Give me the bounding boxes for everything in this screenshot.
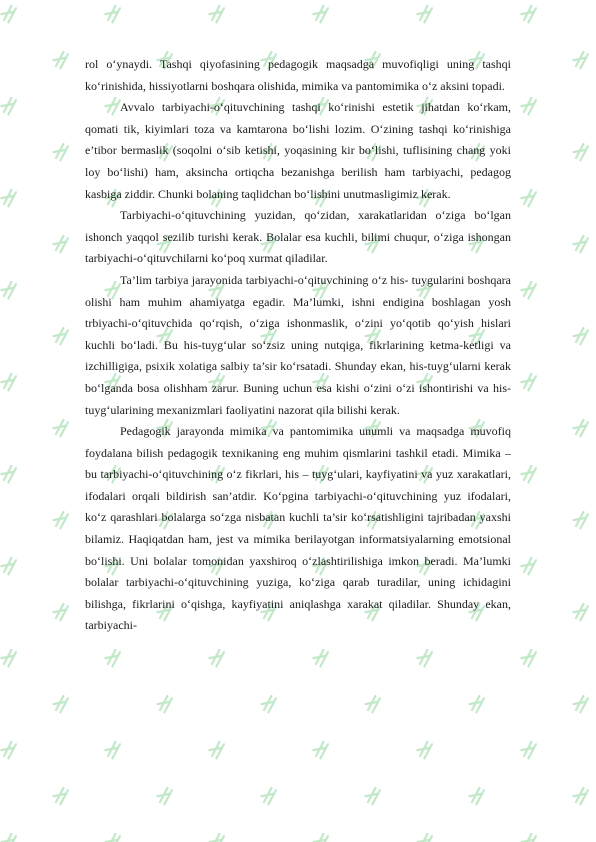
watermark-mark <box>572 602 588 621</box>
watermark-mark <box>468 786 484 805</box>
watermark-mark <box>572 786 588 805</box>
watermark-mark <box>0 648 16 667</box>
watermark-mark <box>0 740 16 759</box>
watermark-mark <box>416 832 432 842</box>
watermark-mark <box>312 648 328 667</box>
watermark-mark <box>312 740 328 759</box>
paragraph-mimicry: Pedagogik jarayonda mimika va pantomimika unumli va maqsadga muvofiq foydalana bilish pedagogik texnikaning eng muhim qismlarini tashkil etadi. Mimika – bu tarbiyachi-o‘qituvchining o‘z fikrlari, his – tuyg‘ulari, kayfiyatini va yuz xarakatlari, ifodalari orqali bildirish san’atdir. Ko‘pgina tarbiyachi-o‘qituvchining yuz ifodalari, ko‘z qarashlari bolalarga so‘zga nisbatan kuchli ta’sir ko‘rsatishligini tajribadan yaxshi bilamiz. Haqiqatdan ham, jest va mimika berilayotgan informatsiyalarning emotsional bo‘lishi. Uni bolalar tomonidan yaxshiroq o‘zlashtirilishiga imkon beradi. Ma’lumki bolalar tarbiyachi-o‘qituvchining yuziga, ko‘ziga qarab turadilar, uning ichidagini bilishga, fikrlarini o‘qishga, kayfiyatini aniqlashga xarakat qiladilar. Shunday ekan, tarbiyachi- <box>85 424 511 633</box>
watermark-mark <box>572 142 588 161</box>
paragraph-appearance: Avvalo tarbiyachi-o‘qituvchining tashqi ko‘rinishi estetik jihatdan ko‘rkam, qomati tik, kiyimlari toza va kamtarona bo‘lishi lozim. O‘zining tashqi ko‘rinishiga e’tibor bermaslik (soqolni o‘sib ketishi, yoqasining kir bo‘lishi, tuflisining chang yoki loy bo‘lishi) ham, aksincha ortiqcha bezanishga berilish ham tarbiyachi, pedagog kasbiga ziddir. Chunki bolaning taqlidchan bo‘lishini unutmasligimiz kerak. <box>85 100 511 201</box>
watermark-mark <box>52 602 68 621</box>
watermark-mark <box>572 418 588 437</box>
watermark-mark <box>52 50 68 69</box>
watermark-mark <box>52 326 68 345</box>
watermark-mark <box>260 786 276 805</box>
watermark-mark <box>312 4 328 23</box>
watermark-mark <box>520 556 536 575</box>
watermark-mark <box>104 740 120 759</box>
watermark-mark <box>520 464 536 483</box>
watermark-mark <box>0 372 16 391</box>
watermark-mark <box>364 694 380 713</box>
paragraph-emotions: Ta’lim tarbiya jarayonida tarbiyachi-o‘qituvchining o‘z his- tuygularini boshqara olishi ham muhim ahamiyatga egadir. Ma’lumki, ishni endigina boshlagan yosh trbiyachi-o‘qituvchida qo‘rqish, o‘ziga ishonmaslik, o‘zini yo‘qotib qo‘yish hislari kuchli bo‘ladi. Bu his-tuyg‘ular so‘zsiz uning nutqiga, fikrlarining ketma-ketligi va izchilligiga, psixik xolatiga salbiy ta’sir ko‘rsatadi. Shunday ekan, his-tuyg‘ularni kerak bo‘lganda bosa olishham zarur. Buning uchun esa kishi o‘zini o‘zi ishontirishi va his-tuyg‘ularining mexanizmlari faoliyatini nazorat qila bilishi kerak. <box>85 272 511 417</box>
watermark-mark <box>312 832 328 842</box>
watermark-mark <box>364 786 380 805</box>
watermark-mark <box>0 188 16 207</box>
watermark-mark <box>520 280 536 299</box>
watermark-mark <box>52 786 68 805</box>
watermark-mark <box>52 694 68 713</box>
watermark-mark <box>416 4 432 23</box>
document-body <box>85 54 511 637</box>
watermark-mark <box>0 280 16 299</box>
watermark-mark <box>416 648 432 667</box>
watermark-mark <box>572 510 588 529</box>
watermark-mark <box>52 418 68 437</box>
watermark-mark <box>208 832 224 842</box>
watermark-mark <box>104 4 120 23</box>
watermark-mark <box>208 4 224 23</box>
watermark-mark <box>52 234 68 253</box>
watermark-mark <box>572 694 588 713</box>
watermark-mark <box>572 234 588 253</box>
watermark-mark <box>156 694 172 713</box>
paragraph-confidence: Tarbiyachi-o‘qituvchining yuzidan, qo‘zidan, xarakatlaridan o‘ziga bo‘lgan ishonch yaqqol sezilib turishi kerak. Bolalar esa kuchli, bilimi chuqur, o‘ziga ishongan tarbiyachi-o‘qituvchilarni ko‘poq xurmat qiladilar. <box>85 208 511 266</box>
watermark-mark <box>0 832 16 842</box>
watermark-mark <box>156 786 172 805</box>
watermark-mark <box>520 4 536 23</box>
watermark-mark <box>520 372 536 391</box>
watermark-mark <box>468 694 484 713</box>
watermark-mark <box>572 50 588 69</box>
watermark-mark <box>208 648 224 667</box>
paragraph-continuation: rol o‘ynaydi. Tashqi qiyofasining pedagogik maqsadga muvofiqligi uning tashqi ko‘rinishida, hissiyotlarni boshqara olishida, mimika va pantomimika o‘z aksini topadi. <box>85 57 511 93</box>
watermark-mark <box>572 326 588 345</box>
watermark-mark <box>260 694 276 713</box>
watermark-mark <box>0 556 16 575</box>
watermark-mark <box>52 510 68 529</box>
watermark-mark <box>0 4 16 23</box>
watermark-mark <box>0 464 16 483</box>
watermark-mark <box>208 740 224 759</box>
watermark-mark <box>520 832 536 842</box>
watermark-mark <box>104 648 120 667</box>
watermark-mark <box>520 648 536 667</box>
watermark-mark <box>52 142 68 161</box>
watermark-mark <box>520 188 536 207</box>
watermark-mark <box>0 96 16 115</box>
watermark-mark <box>520 740 536 759</box>
watermark-mark <box>520 96 536 115</box>
watermark-mark <box>104 832 120 842</box>
watermark-mark <box>416 740 432 759</box>
